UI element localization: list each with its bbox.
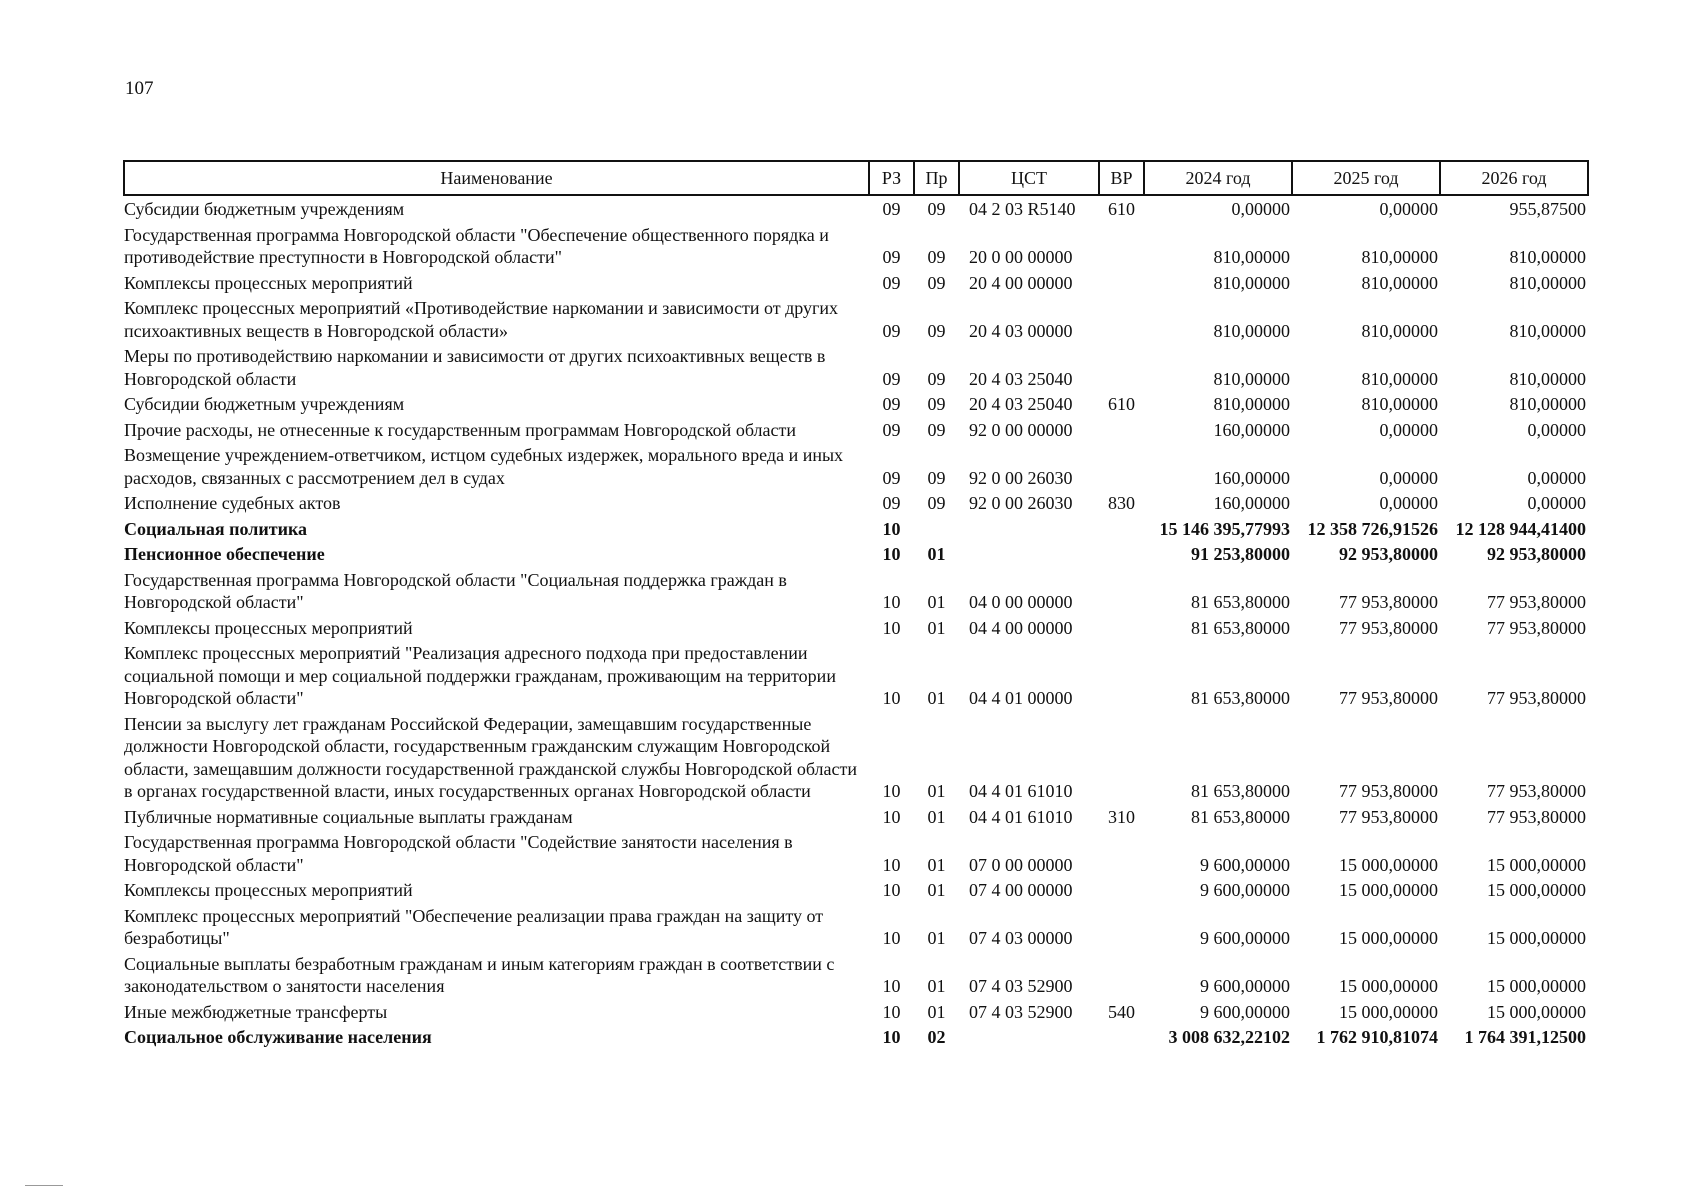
row-2026: 77 953,80000 xyxy=(1487,688,1586,708)
row-2026: 15 000,00000 xyxy=(1487,928,1586,948)
header-rz: РЗ xyxy=(869,161,914,195)
row-pr: 09 xyxy=(927,467,946,488)
row-name: Возмещение учреждением-ответчиком, истцом судебных издержек, морального вреда и иных расходов, связанных с рассмотрением дел в судах xyxy=(124,445,844,488)
row-2024: 9 600,00000 xyxy=(1200,976,1290,996)
row-name: Комплекс процессных мероприятий "Обеспечение реализации права граждан на защиту от безработицы" xyxy=(124,905,824,948)
scan-mark xyxy=(25,1185,63,1186)
row-name: Пенсии за выслугу лет гражданам Российской Федерации, замещавшим государственные должности Новгородской области, государственным гражданским служащим Новгородской области, замещавшим должности государственной гражданской службы Новгородской области в органах государственной власти, иных государственных органах Новгородской области xyxy=(124,713,857,801)
row-cst: 20 0 00 00000 xyxy=(969,247,1073,267)
row-2025: 0,00000 xyxy=(1379,419,1438,440)
row-pr: 09 xyxy=(927,199,946,219)
row-vr xyxy=(1099,417,1144,443)
row-2025: 15 000,00000 xyxy=(1339,976,1438,996)
row-pr: 01 xyxy=(927,976,946,996)
row-cst: 07 0 00 00000 xyxy=(969,854,1073,875)
row-pr: 01 xyxy=(927,880,946,900)
row-pr: 01 xyxy=(927,617,946,638)
row-vr xyxy=(1099,541,1144,567)
row-vr: 610 xyxy=(1108,394,1135,414)
header-2026: 2026 год xyxy=(1440,161,1588,195)
row-2026: 15 000,00000 xyxy=(1487,1001,1586,1022)
row-2025: 77 953,80000 xyxy=(1339,592,1438,612)
row-cst xyxy=(959,541,1099,567)
row-2024: 810,00000 xyxy=(1213,272,1290,293)
table-row xyxy=(124,1024,1588,1050)
row-cst: 04 4 00 00000 xyxy=(969,617,1073,638)
row-vr xyxy=(1099,711,1144,804)
table-row xyxy=(124,999,1588,1025)
row-2026: 15 000,00000 xyxy=(1487,854,1586,875)
row-cst: 04 2 03 R5140 xyxy=(969,199,1076,219)
row-name: Комплексы процессных мероприятий xyxy=(124,617,413,638)
row-2025: 810,00000 xyxy=(1361,320,1438,341)
row-2026: 0,00000 xyxy=(1527,467,1586,488)
row-vr xyxy=(1099,615,1144,641)
row-2024: 160,00000 xyxy=(1213,493,1290,513)
row-rz: 09 xyxy=(882,199,901,219)
row-2025: 0,00000 xyxy=(1379,493,1438,513)
row-2026: 92 953,80000 xyxy=(1487,544,1586,564)
table-row xyxy=(124,541,1588,567)
row-2026: 810,00000 xyxy=(1509,368,1586,389)
header-2025: 2025 год xyxy=(1292,161,1440,195)
table-row xyxy=(124,195,1588,222)
row-2025: 77 953,80000 xyxy=(1339,806,1438,827)
row-pr: 09 xyxy=(927,368,946,389)
table-row xyxy=(124,490,1588,516)
row-name: Государственная программа Новгородской области "Обеспечение общественного порядка и противодействие преступности в Новгородской области" xyxy=(124,224,829,267)
row-pr: 01 xyxy=(927,592,946,612)
table-row xyxy=(124,903,1588,951)
row-pr: 01 xyxy=(927,1001,946,1022)
row-cst: 04 4 01 00000 xyxy=(969,688,1073,708)
budget-table xyxy=(123,160,1589,1050)
row-name: Государственная программа Новгородской области "Социальная поддержка граждан в Новгородской области" xyxy=(124,569,787,612)
row-2024: 9 600,00000 xyxy=(1200,928,1290,948)
row-cst xyxy=(959,516,1099,542)
row-rz: 10 xyxy=(882,1001,901,1022)
row-2026: 810,00000 xyxy=(1509,272,1586,293)
row-rz: 10 xyxy=(882,928,901,948)
row-2025: 15 000,00000 xyxy=(1339,880,1438,900)
row-2026: 77 953,80000 xyxy=(1487,781,1586,801)
row-cst: 20 4 03 25040 xyxy=(969,368,1073,389)
row-2024: 810,00000 xyxy=(1213,247,1290,267)
row-vr xyxy=(1099,270,1144,296)
table-row xyxy=(124,295,1588,343)
row-rz: 10 xyxy=(882,880,901,900)
row-2025: 15 000,00000 xyxy=(1339,854,1438,875)
row-name: Социальная политика xyxy=(124,518,308,539)
row-name: Публичные нормативные социальные выплаты гражданам xyxy=(124,806,573,827)
budget-table-container xyxy=(123,160,1588,1050)
header-2024: 2024 год xyxy=(1144,161,1292,195)
header-cst: ЦСТ xyxy=(959,161,1099,195)
row-rz: 10 xyxy=(882,544,901,564)
row-cst: 20 4 00 00000 xyxy=(969,272,1073,293)
row-2024: 810,00000 xyxy=(1213,368,1290,389)
row-rz: 10 xyxy=(882,976,901,996)
row-rz: 09 xyxy=(882,320,901,341)
row-pr xyxy=(914,516,959,542)
row-2024: 81 653,80000 xyxy=(1191,688,1290,708)
row-2025: 15 000,00000 xyxy=(1339,1001,1438,1022)
table-row xyxy=(124,567,1588,615)
row-cst: 92 0 00 00000 xyxy=(969,419,1073,440)
row-name: Пенсионное обеспечение xyxy=(124,544,325,564)
row-2026: 810,00000 xyxy=(1509,394,1586,414)
row-rz: 09 xyxy=(882,272,901,293)
table-row xyxy=(124,951,1588,999)
row-rz: 10 xyxy=(882,617,901,638)
row-2025: 1 762 910,81074 xyxy=(1316,1027,1438,1047)
row-2025: 810,00000 xyxy=(1361,368,1438,389)
row-2026: 0,00000 xyxy=(1527,493,1586,513)
row-2024: 91 253,80000 xyxy=(1191,544,1290,564)
row-2026: 77 953,80000 xyxy=(1487,617,1586,638)
row-name: Меры по противодействию наркомании и зависимости от других психоактивных веществ в Новгородской области xyxy=(124,346,826,389)
row-pr: 02 xyxy=(927,1027,946,1047)
row-name: Комплексы процессных мероприятий xyxy=(124,880,413,900)
header-name: Наименование xyxy=(124,161,869,195)
row-2024: 9 600,00000 xyxy=(1200,880,1290,900)
row-2025: 12 358 726,91526 xyxy=(1307,518,1438,539)
row-name: Комплекс процессных мероприятий "Реализация адресного подхода при предоставлении социальной помощи и мер социальной поддержки гражданам, проживающим на территории Новгородской области" xyxy=(124,643,836,708)
row-rz: 10 xyxy=(882,518,901,539)
row-vr xyxy=(1099,442,1144,490)
row-2026: 15 000,00000 xyxy=(1487,976,1586,996)
row-name: Социальные выплаты безработным гражданам и иным категориям граждан в соответствии с законодательством о занятости населения xyxy=(124,953,835,996)
row-2025: 810,00000 xyxy=(1361,394,1438,414)
row-vr: 610 xyxy=(1108,199,1135,219)
row-rz: 09 xyxy=(882,467,901,488)
row-name: Комплекс процессных мероприятий «Противодействие наркомании и зависимости от других психоактивных веществ в Новгородской области» xyxy=(124,298,839,341)
table-row xyxy=(124,829,1588,877)
row-name: Иные межбюджетные трансферты xyxy=(124,1001,388,1022)
row-name: Социальное обслуживание населения xyxy=(124,1027,432,1047)
row-2024: 81 653,80000 xyxy=(1191,617,1290,638)
row-2025: 77 953,80000 xyxy=(1339,781,1438,801)
row-cst: 92 0 00 26030 xyxy=(969,493,1073,513)
row-pr: 01 xyxy=(927,806,946,827)
row-2024: 81 653,80000 xyxy=(1191,806,1290,827)
row-2024: 3 008 632,22102 xyxy=(1168,1027,1290,1047)
table-row xyxy=(124,516,1588,542)
row-2026: 77 953,80000 xyxy=(1487,806,1586,827)
row-rz: 09 xyxy=(882,394,901,414)
row-pr: 01 xyxy=(927,688,946,708)
row-rz: 09 xyxy=(882,493,901,513)
table-body xyxy=(124,195,1588,1050)
row-vr xyxy=(1099,295,1144,343)
row-2024: 160,00000 xyxy=(1213,467,1290,488)
row-rz: 10 xyxy=(882,806,901,827)
row-2024: 9 600,00000 xyxy=(1200,1001,1290,1022)
row-cst: 07 4 03 52900 xyxy=(969,976,1073,996)
table-row xyxy=(124,391,1588,417)
row-2025: 0,00000 xyxy=(1379,467,1438,488)
row-name: Комплексы процессных мероприятий xyxy=(124,272,413,293)
table-row xyxy=(124,417,1588,443)
table-header xyxy=(124,161,1588,195)
row-rz: 10 xyxy=(882,688,901,708)
row-2026: 15 000,00000 xyxy=(1487,880,1586,900)
row-cst: 92 0 00 26030 xyxy=(969,467,1073,488)
row-rz: 10 xyxy=(882,592,901,612)
row-2026: 810,00000 xyxy=(1509,247,1586,267)
row-2026: 810,00000 xyxy=(1509,320,1586,341)
row-pr: 09 xyxy=(927,394,946,414)
row-2026: 12 128 944,41400 xyxy=(1455,518,1586,539)
table-row xyxy=(124,343,1588,391)
table-row xyxy=(124,615,1588,641)
row-2024: 81 653,80000 xyxy=(1191,592,1290,612)
row-pr: 09 xyxy=(927,272,946,293)
row-name: Государственная программа Новгородской области "Содействие занятости населения в Новгородской области" xyxy=(124,832,793,875)
header-pr: Пр xyxy=(914,161,959,195)
row-rz: 09 xyxy=(882,247,901,267)
table-row xyxy=(124,442,1588,490)
row-vr xyxy=(1099,343,1144,391)
row-vr xyxy=(1099,829,1144,877)
row-2025: 810,00000 xyxy=(1361,247,1438,267)
row-pr: 09 xyxy=(927,493,946,513)
row-pr: 01 xyxy=(927,781,946,801)
row-2024: 81 653,80000 xyxy=(1191,781,1290,801)
row-vr xyxy=(1099,222,1144,270)
row-cst: 07 4 00 00000 xyxy=(969,880,1073,900)
row-rz: 09 xyxy=(882,419,901,440)
table-row xyxy=(124,640,1588,711)
table-row xyxy=(124,804,1588,830)
row-vr xyxy=(1099,877,1144,903)
row-pr: 09 xyxy=(927,247,946,267)
row-cst: 07 4 03 52900 xyxy=(969,1001,1073,1022)
row-rz: 09 xyxy=(882,368,901,389)
row-cst: 07 4 03 00000 xyxy=(969,928,1073,948)
row-2024: 15 146 395,77993 xyxy=(1159,518,1290,539)
row-vr xyxy=(1099,903,1144,951)
row-name: Субсидии бюджетным учреждениям xyxy=(124,199,405,219)
row-rz: 10 xyxy=(882,781,901,801)
row-name: Субсидии бюджетным учреждениям xyxy=(124,394,405,414)
row-2024: 9 600,00000 xyxy=(1200,854,1290,875)
row-cst xyxy=(959,1024,1099,1050)
row-2025: 15 000,00000 xyxy=(1339,928,1438,948)
row-pr: 09 xyxy=(927,320,946,341)
row-vr: 310 xyxy=(1108,806,1135,827)
row-vr: 830 xyxy=(1108,493,1135,513)
row-vr xyxy=(1099,640,1144,711)
row-cst: 04 0 00 00000 xyxy=(969,592,1073,612)
row-vr: 540 xyxy=(1108,1001,1135,1022)
row-name: Прочие расходы, не отнесенные к государственным программам Новгородской области xyxy=(124,419,796,440)
row-2025: 92 953,80000 xyxy=(1339,544,1438,564)
row-2026: 1 764 391,12500 xyxy=(1464,1027,1586,1047)
row-vr xyxy=(1099,1024,1144,1050)
row-2026: 77 953,80000 xyxy=(1487,592,1586,612)
row-pr: 01 xyxy=(927,544,946,564)
row-2024: 160,00000 xyxy=(1213,419,1290,440)
page-number: 107 xyxy=(125,78,154,99)
row-pr: 01 xyxy=(927,854,946,875)
table-row xyxy=(124,877,1588,903)
table-row xyxy=(124,270,1588,296)
header-vr: ВР xyxy=(1099,161,1144,195)
row-vr xyxy=(1099,567,1144,615)
row-2025: 77 953,80000 xyxy=(1339,688,1438,708)
row-rz: 10 xyxy=(882,1027,901,1047)
row-2024: 0,00000 xyxy=(1231,199,1290,219)
row-pr: 09 xyxy=(927,419,946,440)
table-row xyxy=(124,222,1588,270)
row-2024: 810,00000 xyxy=(1213,320,1290,341)
row-2026: 0,00000 xyxy=(1527,419,1586,440)
table-row xyxy=(124,711,1588,804)
row-cst: 04 4 01 61010 xyxy=(969,781,1073,801)
row-vr xyxy=(1099,951,1144,999)
row-cst: 20 4 03 00000 xyxy=(969,320,1073,341)
row-2026: 955,87500 xyxy=(1509,199,1586,219)
row-name: Исполнение судебных актов xyxy=(124,493,341,513)
row-pr: 01 xyxy=(927,928,946,948)
row-cst: 04 4 01 61010 xyxy=(969,806,1073,827)
row-cst: 20 4 03 25040 xyxy=(969,394,1073,414)
row-vr xyxy=(1099,516,1144,542)
row-2025: 77 953,80000 xyxy=(1339,617,1438,638)
row-2025: 0,00000 xyxy=(1379,199,1438,219)
row-rz: 10 xyxy=(882,854,901,875)
row-2025: 810,00000 xyxy=(1361,272,1438,293)
row-2024: 810,00000 xyxy=(1213,394,1290,414)
